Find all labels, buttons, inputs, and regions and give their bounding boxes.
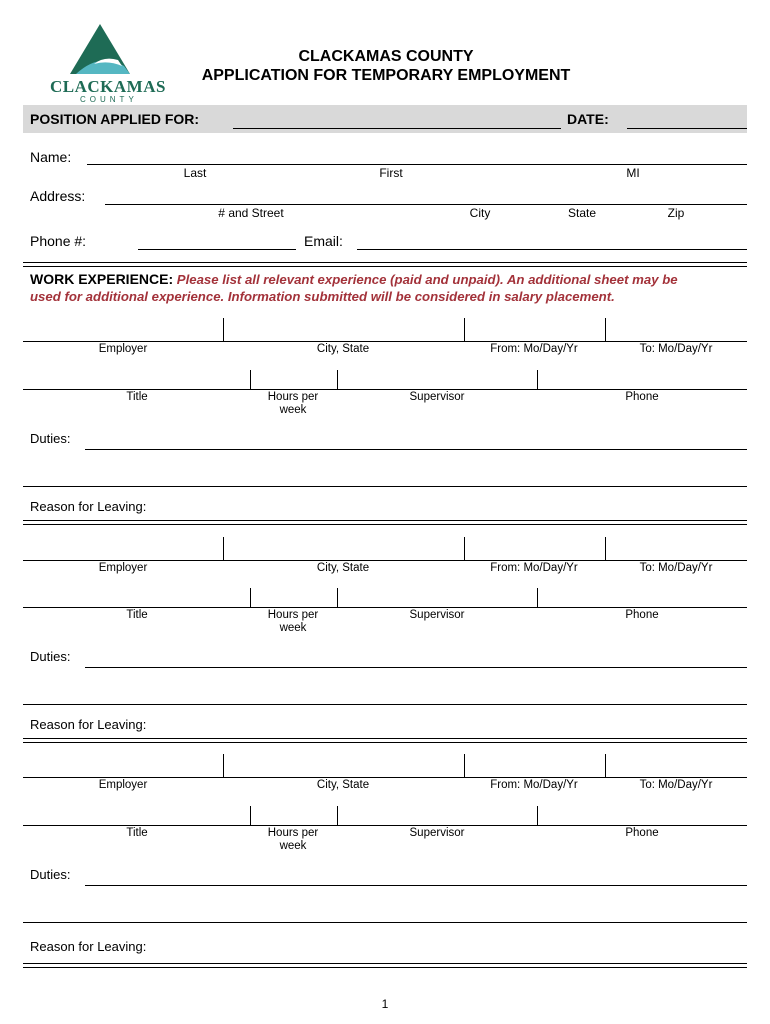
- field-divider: [464, 537, 465, 560]
- field-divider: [605, 537, 606, 560]
- from-caption: From: Mo/Day/Yr: [490, 779, 578, 791]
- title-row[interactable]: [23, 389, 747, 390]
- field-divider: [223, 754, 224, 777]
- title-caption: Title: [126, 609, 148, 621]
- field-divider: [537, 588, 538, 607]
- employer-caption: Employer: [98, 779, 148, 791]
- employer-row[interactable]: [23, 341, 747, 342]
- supervisor-caption: Supervisor: [409, 391, 465, 403]
- title-row[interactable]: [23, 607, 747, 608]
- duties-input-2[interactable]: [23, 486, 747, 487]
- logo-wordmark: CLACKAMAS: [50, 77, 166, 96]
- hours-caption-line1: Hours per: [267, 391, 319, 403]
- phone-caption: Phone: [625, 391, 659, 403]
- field-divider: [605, 754, 606, 777]
- duties-input[interactable]: [85, 885, 747, 886]
- section-divider: [23, 262, 747, 267]
- field-divider: [337, 588, 338, 607]
- phone-caption: Phone: [625, 609, 659, 621]
- work-note-line2: used for additional experience. Information submitted will be considered in salary placement.: [30, 289, 615, 304]
- hours-caption: [268, 609, 319, 635]
- address-street-caption: # and Street: [218, 206, 284, 220]
- duties-input[interactable]: [85, 449, 747, 450]
- position-label: POSITION APPLIED FOR:: [30, 111, 200, 127]
- page-number: 1: [381, 997, 389, 1011]
- hours-caption: [268, 391, 319, 417]
- hours-caption-line2: week: [279, 840, 307, 852]
- work-heading-block: [30, 271, 750, 305]
- address-city-caption: City: [469, 206, 491, 220]
- logo-subtitle: COUNTY: [80, 95, 138, 104]
- field-divider: [250, 588, 251, 607]
- supervisor-caption: Supervisor: [409, 609, 465, 621]
- phone-caption: Phone: [625, 827, 659, 839]
- form-title: APPLICATION FOR TEMPORARY EMPLOYMENT: [201, 67, 571, 84]
- reason-label: Reason for Leaving:: [30, 499, 147, 514]
- reason-input[interactable]: [23, 963, 747, 968]
- title-caption: Title: [126, 827, 148, 839]
- title-row[interactable]: [23, 825, 747, 826]
- from-caption: From: Mo/Day/Yr: [490, 562, 578, 574]
- duties-label: Duties:: [30, 649, 71, 664]
- field-divider: [464, 318, 465, 341]
- duties-input[interactable]: [85, 667, 747, 668]
- duties-label: Duties:: [30, 867, 71, 882]
- logo-mark-icon: [48, 22, 164, 74]
- field-divider: [223, 318, 224, 341]
- hours-caption-line2: week: [279, 404, 307, 416]
- phone-input[interactable]: [138, 249, 296, 250]
- address-input[interactable]: [105, 204, 747, 205]
- duties-input-2[interactable]: [23, 704, 747, 705]
- employer-row[interactable]: [23, 777, 747, 778]
- name-input[interactable]: [87, 164, 747, 165]
- name-last-caption: Last: [183, 166, 207, 180]
- hours-caption-line2: week: [279, 622, 307, 634]
- name-label: Name:: [30, 149, 72, 165]
- reason-label: Reason for Leaving:: [30, 717, 147, 732]
- field-divider: [337, 806, 338, 825]
- duties-input-2[interactable]: [23, 922, 747, 923]
- duties-label: Duties:: [30, 431, 71, 446]
- name-first-caption: First: [379, 166, 403, 180]
- from-caption: From: Mo/Day/Yr: [490, 343, 578, 355]
- field-divider: [250, 806, 251, 825]
- city-state-caption: City, State: [316, 562, 370, 574]
- title-caption: Title: [126, 391, 148, 403]
- address-label: Address:: [30, 188, 86, 204]
- field-divider: [464, 754, 465, 777]
- reason-label: Reason for Leaving:: [30, 939, 147, 954]
- email-input[interactable]: [357, 249, 747, 250]
- county-logo: [48, 22, 166, 104]
- employer-row[interactable]: [23, 560, 747, 561]
- position-input[interactable]: [233, 128, 561, 129]
- field-divider: [337, 370, 338, 389]
- county-title: CLACKAMAS COUNTY: [298, 48, 474, 65]
- date-input[interactable]: [627, 128, 747, 129]
- work-heading: WORK EXPERIENCE:: [30, 271, 174, 287]
- employer-caption: Employer: [98, 343, 148, 355]
- supervisor-caption: Supervisor: [409, 827, 465, 839]
- email-label: Email:: [304, 233, 343, 249]
- field-divider: [223, 537, 224, 560]
- field-divider: [537, 370, 538, 389]
- hours-caption-line1: Hours per: [267, 827, 319, 839]
- hours-caption-line1: Hours per: [267, 609, 319, 621]
- address-zip-caption: Zip: [667, 206, 685, 220]
- reason-input[interactable]: [23, 520, 747, 525]
- employer-caption: Employer: [98, 562, 148, 574]
- hours-caption: [268, 827, 319, 853]
- date-label: DATE:: [567, 111, 609, 127]
- to-caption: To: Mo/Day/Yr: [639, 562, 713, 574]
- city-state-caption: City, State: [316, 343, 370, 355]
- field-divider: [605, 318, 606, 341]
- field-divider: [537, 806, 538, 825]
- phone-label: Phone #:: [30, 233, 87, 249]
- work-note-line1: Please list all relevant experience (paid and unpaid). An additional sheet may be: [176, 272, 678, 287]
- reason-input[interactable]: [23, 738, 747, 743]
- city-state-caption: City, State: [316, 779, 370, 791]
- to-caption: To: Mo/Day/Yr: [639, 343, 713, 355]
- field-divider: [250, 370, 251, 389]
- name-mi-caption: MI: [626, 166, 640, 180]
- address-state-caption: State: [567, 206, 597, 220]
- to-caption: To: Mo/Day/Yr: [639, 779, 713, 791]
